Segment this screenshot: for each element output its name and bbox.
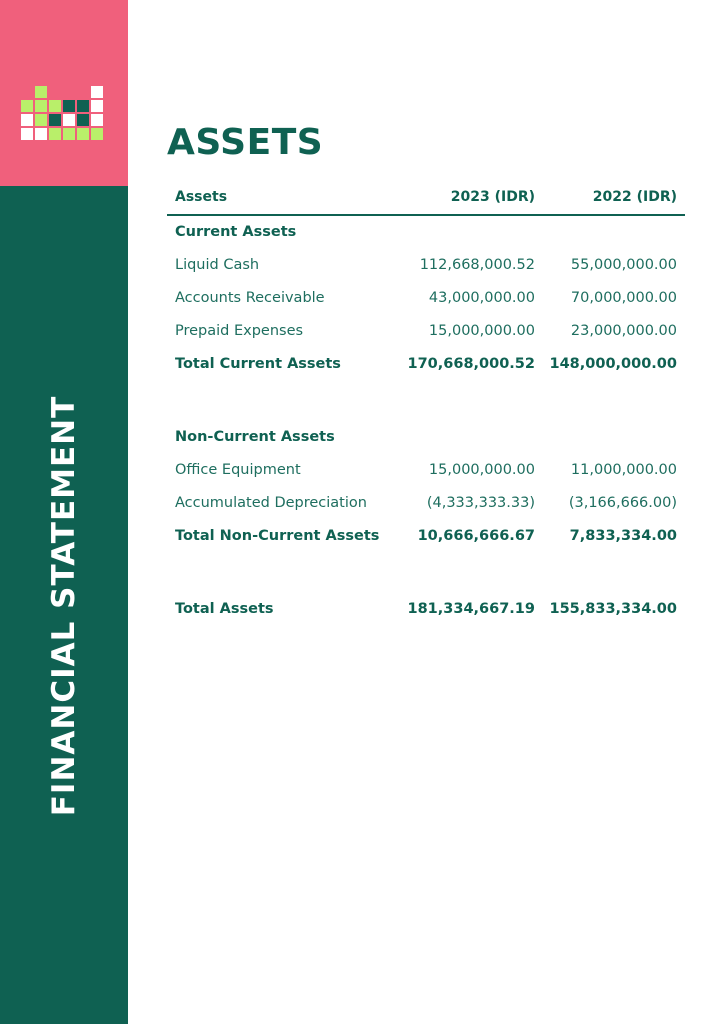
sidebar-top-panel [0,0,128,186]
header-2023: 2023 (IDR) [450,189,535,205]
table-row [167,282,685,315]
row-value-2023: 15,000,000.00 [428,323,535,339]
section-heading-non-current-assets [167,421,685,454]
row-value-2022: 55,000,000.00 [570,257,677,273]
row-value-2023: 112,668,000.52 [419,257,535,273]
assets-table [167,180,685,626]
logo-block [77,114,89,126]
row-value-2023: 15,000,000.00 [428,462,535,478]
bar-chart-logo-icon [21,86,103,140]
row-value-2022: 11,000,000.00 [570,462,677,478]
logo-block [35,128,47,140]
logo-block [77,100,89,112]
logo-block [35,86,47,98]
row-value-2022: (3,166,666.00) [568,495,677,511]
logo-block [49,100,61,112]
table-row [167,315,685,348]
row-label: Accounts Receivable [175,290,325,306]
vertical-document-title: FINANCIAL STATEMENT [46,395,82,817]
logo-block [21,100,33,112]
total-value-2023: 170,668,000.52 [407,356,535,372]
logo-block [63,86,75,98]
table-row [167,249,685,282]
logo-block [91,100,103,112]
table-row [167,487,685,520]
logo-block [63,100,75,112]
page-title: ASSETS [167,122,324,163]
row-value-2023: 43,000,000.00 [428,290,535,306]
section-title: Current Assets [175,224,297,240]
logo-block [21,114,33,126]
total-row-non-current-assets [167,520,685,553]
row-label: Liquid Cash [175,257,260,273]
logo-block [21,128,33,140]
logo-block [21,86,33,98]
logo-block [91,86,103,98]
grand-total-value-2023: 181,334,667.19 [407,601,535,617]
row-label: Accumulated Depreciation [175,495,367,511]
section-heading-current-assets [167,216,685,249]
logo-block [77,128,89,140]
grand-total-value-2022: 155,833,334.00 [549,601,677,617]
spacer [167,553,685,593]
logo-block [35,100,47,112]
grand-total-row [167,593,685,626]
header-label: Assets [175,189,228,205]
table-row [167,454,685,487]
logo-block [63,128,75,140]
logo-block [35,114,47,126]
total-value-2022: 148,000,000.00 [549,356,677,372]
row-label: Office Equipment [175,462,301,478]
total-label: Total Non-Current Assets [175,528,380,544]
row-value-2023: (4,333,333.33) [426,495,535,511]
section-title: Non-Current Assets [175,429,335,445]
logo-block [49,114,61,126]
grand-total-label: Total Assets [175,601,274,617]
total-row-current-assets [167,348,685,381]
logo-block [77,86,89,98]
logo-block [63,114,75,126]
logo-block [49,86,61,98]
logo-block [91,128,103,140]
row-value-2022: 23,000,000.00 [570,323,677,339]
header-2022: 2022 (IDR) [592,189,677,205]
total-value-2022: 7,833,334.00 [569,528,677,544]
total-label: Total Current Assets [175,356,341,372]
logo-block [91,114,103,126]
table-header [167,180,685,216]
spacer [167,381,685,421]
row-label: Prepaid Expenses [175,323,304,339]
total-value-2023: 10,666,666.67 [417,528,535,544]
logo-block [49,128,61,140]
row-value-2022: 70,000,000.00 [570,290,677,306]
